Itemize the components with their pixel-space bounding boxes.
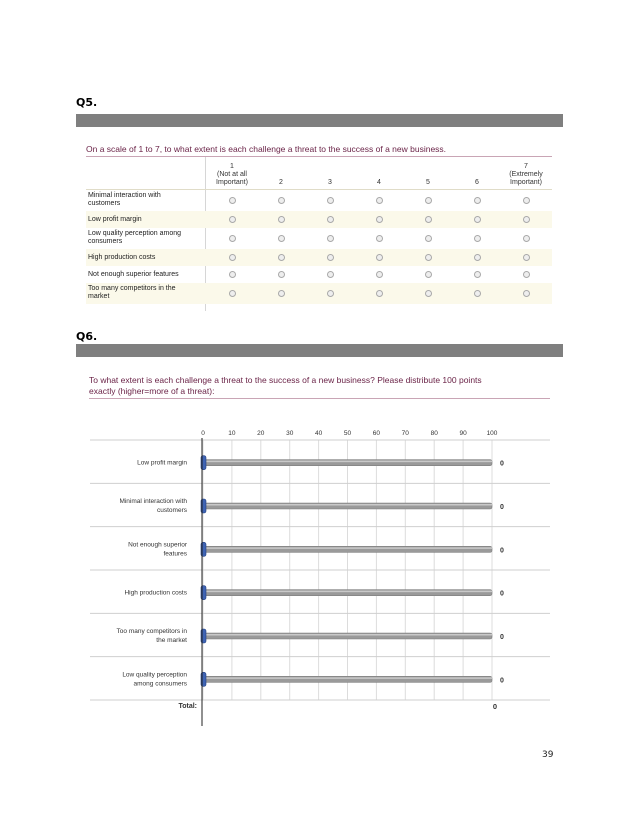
q5-scale-header-text: 1 (230, 163, 234, 170)
q5-radio-option-4[interactable] (376, 216, 383, 223)
q5-radio-option-1[interactable] (229, 254, 236, 261)
q6-slider-track-highlight (203, 547, 492, 549)
q5-radio-option-6[interactable] (474, 290, 481, 297)
q5-scale-header-text: (Not at all (217, 171, 247, 178)
q5-scale-header-text: 2 (279, 179, 283, 186)
q6-slider-track-highlight (203, 504, 492, 506)
q5-radio-option-6[interactable] (474, 197, 481, 204)
q5-label: Q5. (76, 96, 98, 109)
q5-row (86, 190, 552, 211)
q5-radio-option-1[interactable] (229, 290, 236, 297)
q5-scale-header-1 (208, 163, 256, 187)
q6-slider-handle[interactable] (201, 586, 206, 600)
q5-radio-option-1[interactable] (229, 197, 236, 204)
page-number: 39 (542, 750, 554, 760)
q6-value-label: 0 (500, 634, 504, 641)
q5-radio-option-4[interactable] (376, 235, 383, 242)
q5-prompt: On a scale of 1 to 7, to what extent is each challenge a threat to the success of a new business. (86, 144, 447, 154)
q6-value-label: 0 (500, 460, 504, 468)
q6-value-label: 0 (500, 677, 504, 685)
q5-scale-header-text: Important) (216, 179, 248, 186)
q5-radio-option-2[interactable] (278, 197, 285, 204)
q5-row (86, 249, 552, 266)
q5-row-label-text: customers (88, 200, 121, 207)
q5-row-label (88, 216, 200, 224)
q6-x-tick-label: 30 (286, 430, 294, 437)
q6-slider-handle[interactable] (201, 542, 206, 556)
q5-scale-header-text: 4 (377, 179, 381, 186)
q5-radio-option-3[interactable] (327, 290, 334, 297)
q5-radio-option-4[interactable] (376, 271, 383, 278)
q5-radio-option-5[interactable] (425, 216, 432, 223)
q5-radio-option-7[interactable] (523, 271, 530, 278)
q6-category-label: Too many competitors in (116, 628, 187, 635)
q5-radio-option-3[interactable] (327, 197, 334, 204)
q5-scale-header-text: Important) (510, 179, 542, 186)
q5-radio-option-4[interactable] (376, 254, 383, 261)
q5-row-label-text: Not enough superior features (88, 271, 179, 278)
q6-x-tick-label: 60 (372, 430, 381, 437)
q6-category-label: Low profit margin (137, 459, 187, 467)
q5-scale-header-6 (453, 179, 501, 187)
q5-radio-option-6[interactable] (474, 254, 481, 261)
q5-radio-option-2[interactable] (278, 271, 285, 278)
q6-value-label: 0 (500, 590, 504, 598)
q5-row-label-text: Low quality perception among (88, 230, 182, 237)
q5-radio-option-2[interactable] (278, 290, 285, 297)
q6-category-label: High production costs (124, 589, 187, 597)
q6-category-label: the market (156, 637, 187, 644)
q6-category-label: Minimal interaction with (119, 498, 187, 505)
q5-row-label (88, 230, 200, 246)
q5-radio-option-7[interactable] (523, 254, 530, 261)
q5-row-label (88, 271, 200, 279)
q5-scale-header-text: 6 (475, 179, 479, 186)
q6-slider-handle[interactable] (201, 629, 206, 643)
q5-radio-option-7[interactable] (523, 290, 530, 297)
q5-row-label (88, 285, 200, 301)
q6-header-bar (76, 344, 563, 357)
q6-slider-track-highlight (203, 677, 492, 679)
q5-radio-option-7[interactable] (523, 197, 530, 204)
q6-x-tick-label: 100 (486, 430, 498, 437)
q5-scale-header-7 (502, 163, 550, 187)
q5-radio-option-7[interactable] (523, 235, 530, 242)
q5-scale-header-5 (404, 179, 452, 187)
q6-slider-track (203, 546, 492, 552)
q6-category-label: Low quality perception (122, 671, 187, 679)
q5-radio-option-6[interactable] (474, 235, 481, 242)
q6-slider-handle[interactable] (201, 456, 206, 470)
q5-header-bar (76, 114, 563, 127)
q5-row (86, 283, 552, 304)
q6-slider-track (203, 460, 492, 466)
q5-scale-header-2 (257, 179, 305, 187)
q5-radio-option-1[interactable] (229, 235, 236, 242)
q6-slider-track (203, 590, 492, 596)
q6-prompt-line1: To what extent is each challenge a threat to the success of a new business? Please distribute 100 points (89, 375, 482, 385)
q6-slider-track-highlight (203, 461, 492, 463)
q5-matrix (86, 157, 552, 304)
q6-label: Q6. (76, 330, 98, 343)
q5-row-label-text: Too many competitors in the (88, 285, 176, 292)
q6-slider-track (203, 676, 492, 682)
q6-slider-track-highlight (203, 591, 492, 593)
q5-row-label-text: Minimal interaction with (88, 192, 161, 199)
q5-radio-option-2[interactable] (278, 235, 285, 242)
q5-scale-header-text: 5 (426, 179, 430, 186)
q5-scale-header-4 (355, 179, 403, 187)
q5-scale-header-3 (306, 179, 354, 187)
q5-radio-option-5[interactable] (425, 197, 432, 204)
q5-radio-option-3[interactable] (327, 235, 334, 242)
q5-row (86, 228, 552, 249)
q6-value-label: 0 (500, 547, 504, 555)
q5-radio-option-4[interactable] (376, 197, 383, 204)
q6-total-label: Total: (178, 703, 197, 710)
q5-row-label-text: market (88, 293, 110, 300)
q5-row-label (88, 192, 200, 208)
q6-x-tick-label: 50 (343, 430, 352, 437)
q5-row-label-text: consumers (88, 238, 123, 245)
q6-prompt (89, 375, 559, 397)
q6-category-label: features (163, 550, 187, 558)
q5-radio-option-1[interactable] (229, 271, 236, 278)
q5-radio-option-5[interactable] (425, 254, 432, 261)
q6-slider-handle[interactable] (201, 499, 206, 513)
q6-x-tick-label: 10 (228, 430, 236, 437)
q5-row (86, 211, 552, 228)
q5-radio-option-3[interactable] (327, 216, 334, 223)
q5-row-label (88, 254, 200, 262)
q6-category-label: among consumers (133, 680, 187, 688)
q5-radio-option-5[interactable] (425, 290, 432, 297)
q5-scale-header-text: 7 (524, 163, 528, 170)
q5-scale-header (86, 157, 552, 190)
q5-radio-option-1[interactable] (229, 216, 236, 223)
q5-rows (86, 190, 552, 304)
q5-radio-option-2[interactable] (278, 254, 285, 261)
q6-prompt-line2: exactly (higher=more of a threat): (89, 386, 215, 396)
q5-radio-option-7[interactable] (523, 216, 530, 223)
q5-scale-header-text: (Extremely (509, 171, 543, 178)
q6-slider-track (203, 503, 492, 509)
q5-scale-header-text: 3 (328, 179, 332, 186)
q6-value-label: 0 (500, 504, 504, 511)
q5-row-label-text: High production costs (88, 254, 156, 261)
q6-x-tick-label: 70 (401, 430, 409, 437)
q6-x-tick-label: 0 (201, 430, 205, 437)
q6-slider-track (203, 633, 492, 639)
q6-x-tick-label: 20 (257, 430, 265, 437)
q5-radio-option-5[interactable] (425, 271, 432, 278)
q6-total-value: 0 (492, 702, 498, 711)
q6-category-label: customers (157, 507, 187, 514)
q5-radio-option-2[interactable] (278, 216, 285, 223)
q5-radio-option-3[interactable] (327, 254, 334, 261)
q5-radio-option-6[interactable] (474, 216, 481, 223)
q6-category-label: Not enough superior (128, 541, 187, 549)
q6-prompt-divider (89, 398, 550, 399)
q5-row (86, 266, 552, 283)
q6-slider-handle[interactable] (201, 672, 206, 686)
q6-x-tick-label: 40 (314, 430, 323, 437)
q6-x-tick-label: 80 (430, 430, 438, 437)
q5-radio-option-6[interactable] (474, 271, 481, 278)
q6-slider-track-highlight (203, 634, 492, 636)
q5-radio-option-5[interactable] (425, 235, 432, 242)
q5-radio-option-3[interactable] (327, 271, 334, 278)
q6-x-tick-label: 90 (459, 430, 467, 437)
q5-radio-option-4[interactable] (376, 290, 383, 297)
q5-row-label-text: Low profit margin (88, 216, 142, 223)
